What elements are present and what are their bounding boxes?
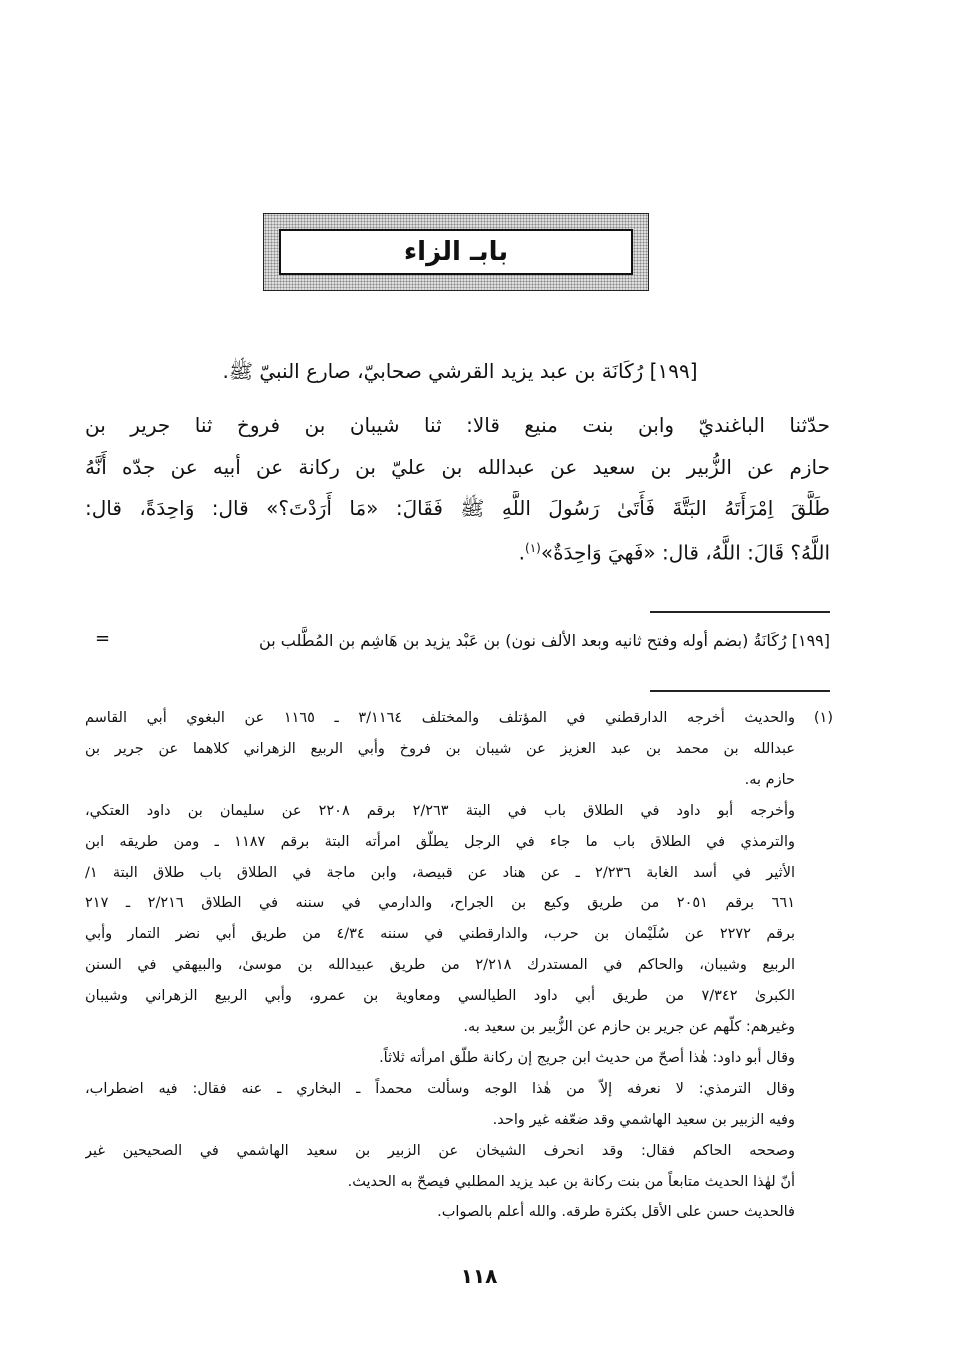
footnote-line: أنّ لهٰذا الحديث متابعاً من بنت ركانة بن عبد يزيد المطلبي فيصحّ به الحديث.	[347, 1173, 795, 1190]
footnote-line: برقم ٢٢٧٢ عن سُلَيْمان بن حرب، والدارقطني في سننه ٤/٣٤ من طريق أبي نضر التمار وأبي	[85, 926, 795, 943]
footnote-line: ٦٦١ برقم ٢٠٥١ من طريق وكيع بن الجراح، والدارمي في سننه في الطلاق ٢/٢١٦ ـ ٢١٧	[85, 895, 795, 912]
footnote-line: وقال أبو داود: هٰذا أصحّ من حديث ابن جريج إن ركانة طلّق امرأته ثلاثاً.	[379, 1049, 795, 1066]
footnote-separator	[650, 690, 830, 692]
footnote-line: وغيرهم: كلّهم عن جرير بن حازم عن الزُّبير بن سعيد به.	[463, 1019, 795, 1035]
footnote-line: فالحديث حسن على الأقل بكثرة طرقه. والله أعلم بالصواب.	[437, 1204, 795, 1221]
footnote-marker: (١)	[813, 710, 833, 726]
footnote-line: الكبرىٰ ٧/٣٤٢ من طريق أبي داود الطيالسي ومعاوية بن عمرو، وأبي الربيع الزهراني وشيبان	[85, 988, 795, 1005]
footnote-line: والحديث أخرجه الدارقطني في المؤتلف والمختلف ٣/١١٦٤ ـ ١١٦٥ عن البغوي أبي القاسم	[85, 710, 795, 726]
footnote-line: حازم به.	[744, 771, 795, 788]
entry-text: اللَّهُ؟ قَالَ: اللَّهُ، قال: «فَهِيَ وَاحِدَةٌ»	[540, 540, 830, 565]
entry-heading: [١٩٩] رُكَانَة بن عبد يزيد القرشي صحابيّ، صارع النبيّ ﷺ.	[222, 359, 698, 383]
chapter-title: بابـ الزاء	[279, 229, 633, 275]
footnote-line: والترمذي في الطلاق باب ما جاء في الرجل يطلّق امرأته البتة برقم ١١٨٧ ـ ومن طريقه ابن	[85, 833, 795, 850]
entry-line-3: طَلَّقَ اِمْرَأَتَهُ البَتَّةَ فَأَتَىٰ رَسُولَ اللَّهِ ﷺ فَقَالَ: «مَا أَرَدْتَ؟» قال: وَاحِدَةً، قال:	[85, 496, 830, 520]
footnote-reference[interactable]: (١)	[525, 541, 541, 555]
entry-text: حدّثنا الباغنديّ وابن بنت منيع قالا: ثنا شيبان بن فروخ ثنا جرير بن	[85, 413, 830, 437]
commentary-line: [١٩٩] رُكَانَةُ (بضم أوله وفتح ثانيه وبعد الألف نون) بن عَبْد يزيد بن هَاشِم بن المُطَّلب بن	[259, 631, 830, 650]
footnote-line: الربيع وشيبان، والحاكم في المستدرك ٢/٢١٨ من طريق عبيدالله بن موسىٰ، والبيهقي في السنن	[85, 957, 795, 974]
commentary-separator	[650, 611, 830, 613]
footnote-line: وأخرجه أبو داود في الطلاق باب في البتة ٢/٢٦٣ برقم ٢٢٠٨ عن سليمان بن داود العتكي،	[85, 802, 795, 819]
entry-line-2: حازم عن الزُّبير بن سعيد عن عبدالله بن عليّ بن ركانة عن أبيه عن جدّه أَنَّهُ	[85, 455, 830, 479]
page-number: ١١٨	[460, 1264, 498, 1288]
footnote-line: وفيه الزبير بن سعيد الهاشمي وقد ضعّفه غير واحد.	[492, 1111, 795, 1128]
footnote-line: وقال الترمذي: لا نعرفه إلاّ من هٰذا الوجه وسألت محمداً ـ البخاري ـ عنه فقال: فيه اضطراب،	[85, 1080, 795, 1097]
chapter-title-frame	[263, 213, 649, 291]
footnote-line: عبدالله بن محمد بن عبد العزيز عن شيبان بن فروخ وأبي الربيع الزهراني كلاهما عن جرير بن	[85, 740, 795, 757]
continuation-mark: =	[95, 628, 111, 649]
footnote-line: وصححه الحاكم فقال: وقد انحرف الشيخان عن الزبير بن سعيد الهاشمي في الصحيحين غير	[85, 1142, 795, 1159]
entry-line-1	[85, 408, 830, 442]
footnote-line: الأثير في أسد الغابة ٢/٢٣٦ ـ عن هناد عن قبيصة، وابن ماجة في الطلاق باب طلاق البتة ١/	[85, 864, 795, 881]
entry-line-4: اللَّهُ؟ قَالَ: اللَّهُ، قال: «فَهِيَ وَاحِدَةٌ»$^{(١)}$.	[518, 540, 830, 565]
